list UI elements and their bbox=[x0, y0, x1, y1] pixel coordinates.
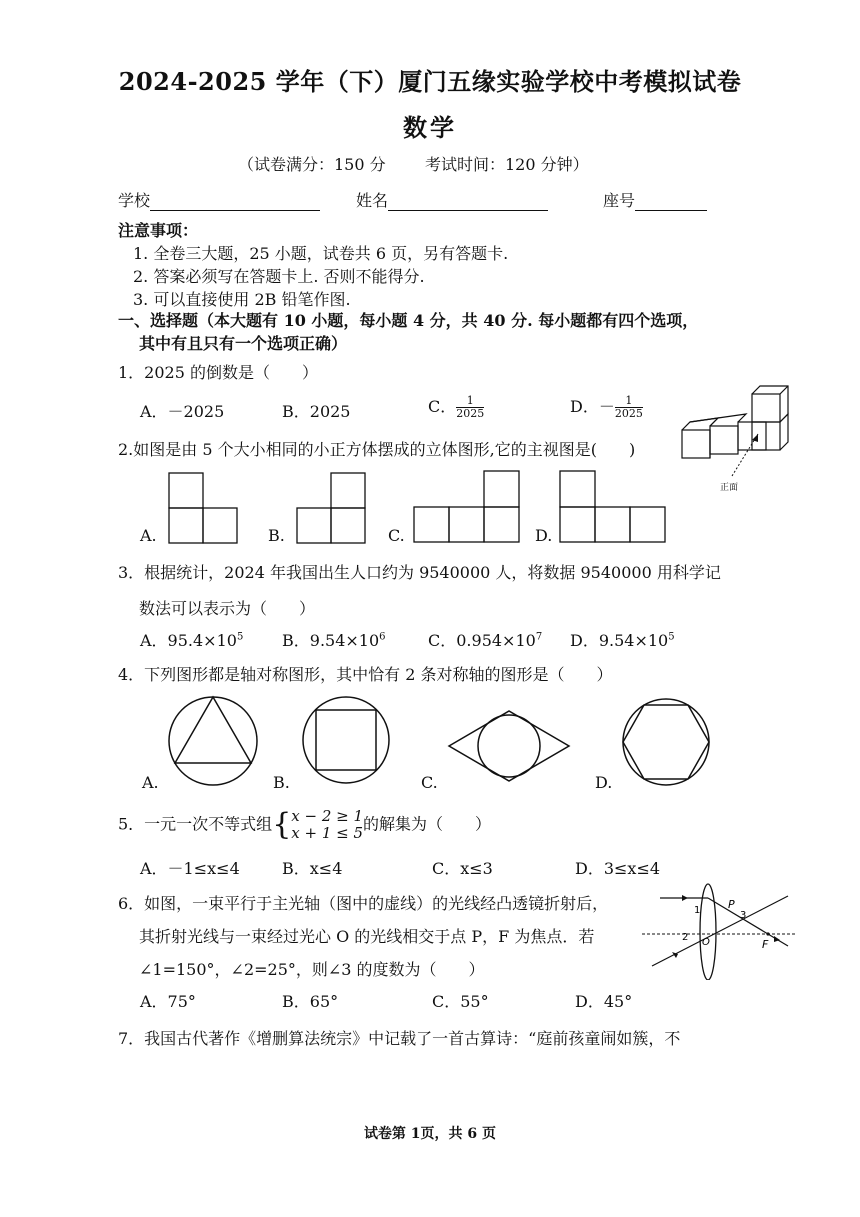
school-field bbox=[118, 188, 320, 211]
point-p-label: P bbox=[728, 898, 735, 911]
q6-option-c: C．55° bbox=[432, 992, 489, 1011]
seat-label: 座号 bbox=[603, 191, 636, 210]
q4-option-c: C. bbox=[421, 773, 438, 792]
q3-option-c: C．$0.954\times 10^7$ bbox=[428, 631, 543, 650]
school-label: 学校 bbox=[118, 191, 151, 210]
page-footer: 试卷第 1页，共 6 页 bbox=[363, 1126, 497, 1142]
point-o-label: O bbox=[702, 937, 710, 948]
q2-option-d: D. bbox=[535, 526, 553, 545]
q4-figure-c bbox=[446, 708, 572, 784]
q4-figure-d bbox=[620, 696, 712, 788]
note-item: 2. 答案必须写在答题卡上. 否则不能得分. bbox=[133, 267, 425, 286]
note-item: 1. 全卷三大题，25 小题，试卷共 6 页，另有答题卡. bbox=[133, 244, 509, 263]
q3-option-d: D．$9.54\times 10^5$ bbox=[570, 631, 675, 650]
seat-field bbox=[603, 188, 707, 211]
full-score: （试卷满分：150 分 bbox=[238, 155, 386, 174]
q2-view-c bbox=[413, 470, 521, 544]
section-heading-cont: 其中有且只有一个选项正确） bbox=[139, 334, 348, 353]
fraction: $\frac{1}{2025}$ bbox=[456, 394, 485, 420]
arrow-head-icon bbox=[752, 434, 758, 442]
q6-stem: 6．如图，一束平行于主光轴（图中的虚线）的光线经凸透镜折射后， bbox=[118, 894, 609, 913]
q2-option-c: C. bbox=[388, 526, 405, 545]
seat-blank bbox=[635, 194, 707, 211]
q5-option-b: B．x≤4 bbox=[282, 859, 343, 878]
q4-option-a: A. bbox=[142, 773, 159, 792]
exam-time: 考试时间：120 分钟） bbox=[425, 155, 589, 174]
q2-option-a: A. bbox=[140, 526, 157, 545]
angle-3-label: 3 bbox=[740, 910, 747, 921]
q1-option-b: B．2025 bbox=[282, 402, 351, 421]
q4-option-b: B. bbox=[273, 773, 290, 792]
school-blank bbox=[150, 194, 320, 211]
q6-option-b: B．65° bbox=[282, 992, 339, 1011]
q6-option-d: D．45° bbox=[575, 992, 633, 1011]
center-ray bbox=[652, 896, 788, 966]
q6-stem-cont2: ∠1=150°，∠2=25°，则∠3 的度数为（ ） bbox=[139, 960, 485, 979]
lens-figure bbox=[638, 878, 800, 980]
q5-stem: 5．一元一次不等式组{ x − 2 ≥ 1 x + 1 ≤ 5 的解集为（ ） bbox=[118, 807, 492, 842]
inequality-system: x − 2 ≥ 1 x + 1 ≤ 5 bbox=[291, 807, 364, 842]
q6-stem-cont: 其折射光线与一束经过光心 O 的光线相交于点 P，F 为焦点．若 bbox=[139, 927, 595, 946]
q2-option-b: B. bbox=[268, 526, 285, 545]
q5-option-d: D．3≤x≤4 bbox=[575, 859, 661, 878]
exam-title: 2024-2025 学年（下）厦门五缘实验学校中考模拟试卷 bbox=[118, 67, 742, 96]
front-label: 正面 bbox=[720, 483, 739, 493]
angle-1-label: 1 bbox=[694, 905, 701, 916]
q3-stem-cont: 数法可以表示为（ ） bbox=[139, 599, 316, 618]
notes-heading: 注意事项： bbox=[118, 221, 199, 240]
q4-stem: 4．下列图形都是轴对称图形，其中恰有 2 条对称轴的图形是（ ） bbox=[118, 665, 613, 684]
q1-option-c: C． $\frac{1}{2025}$ bbox=[428, 394, 485, 420]
q1-stem: 1．2025 的倒数是（ ） bbox=[118, 363, 318, 382]
q1-option-d: D．－ $\frac{1}{2025}$ bbox=[570, 394, 643, 420]
q5-option-c: C．x≤3 bbox=[432, 859, 493, 878]
q1-option-a: A．－2025 bbox=[140, 402, 225, 421]
q4-figure-b bbox=[300, 694, 392, 786]
q3-option-a: A．$95.4\times 10^5$ bbox=[140, 631, 244, 650]
point-f-label: F bbox=[762, 938, 769, 951]
section-heading: 一、选择题（本大题有 10 小题，每小题 4 分，共 40 分. 每小题都有四个选项， bbox=[118, 311, 699, 330]
angle-2-label: 2 bbox=[682, 932, 689, 943]
q3-stem: 3．根据统计，2024 年我国出生人口约为 9540000 人，将数据 9540000 用科学记 bbox=[118, 563, 721, 582]
q2-stem: 2.如图是由 5 个大小相同的小正方体摆成的立体图形,它的主视图是( ) bbox=[118, 440, 636, 459]
name-label: 姓名 bbox=[356, 191, 389, 210]
q3-option-b: B．$9.54\times 10^6$ bbox=[282, 631, 386, 650]
note-item: 3. 可以直接使用 2B 铅笔作图. bbox=[133, 290, 351, 309]
q2-view-b bbox=[296, 472, 368, 544]
q4-figure-a bbox=[166, 694, 260, 788]
name-field bbox=[356, 188, 548, 211]
name-blank bbox=[388, 194, 548, 211]
exam-subject: 数学 bbox=[403, 113, 457, 142]
q2-view-d bbox=[559, 470, 667, 544]
fraction: $\frac{1}{2025}$ bbox=[614, 394, 643, 420]
q5-option-a: A．－1≤x≤4 bbox=[140, 859, 240, 878]
q2-view-a bbox=[168, 472, 240, 544]
arrow-icon bbox=[682, 895, 688, 901]
q4-option-d: D. bbox=[595, 773, 613, 792]
q7-stem: 7．我国古代著作《增删算法统宗》中记载了一首古算诗：“庭前孩童闹如簇，不 bbox=[118, 1029, 681, 1048]
q6-option-a: A．75° bbox=[140, 992, 196, 1011]
cube-stack-figure bbox=[676, 382, 798, 494]
